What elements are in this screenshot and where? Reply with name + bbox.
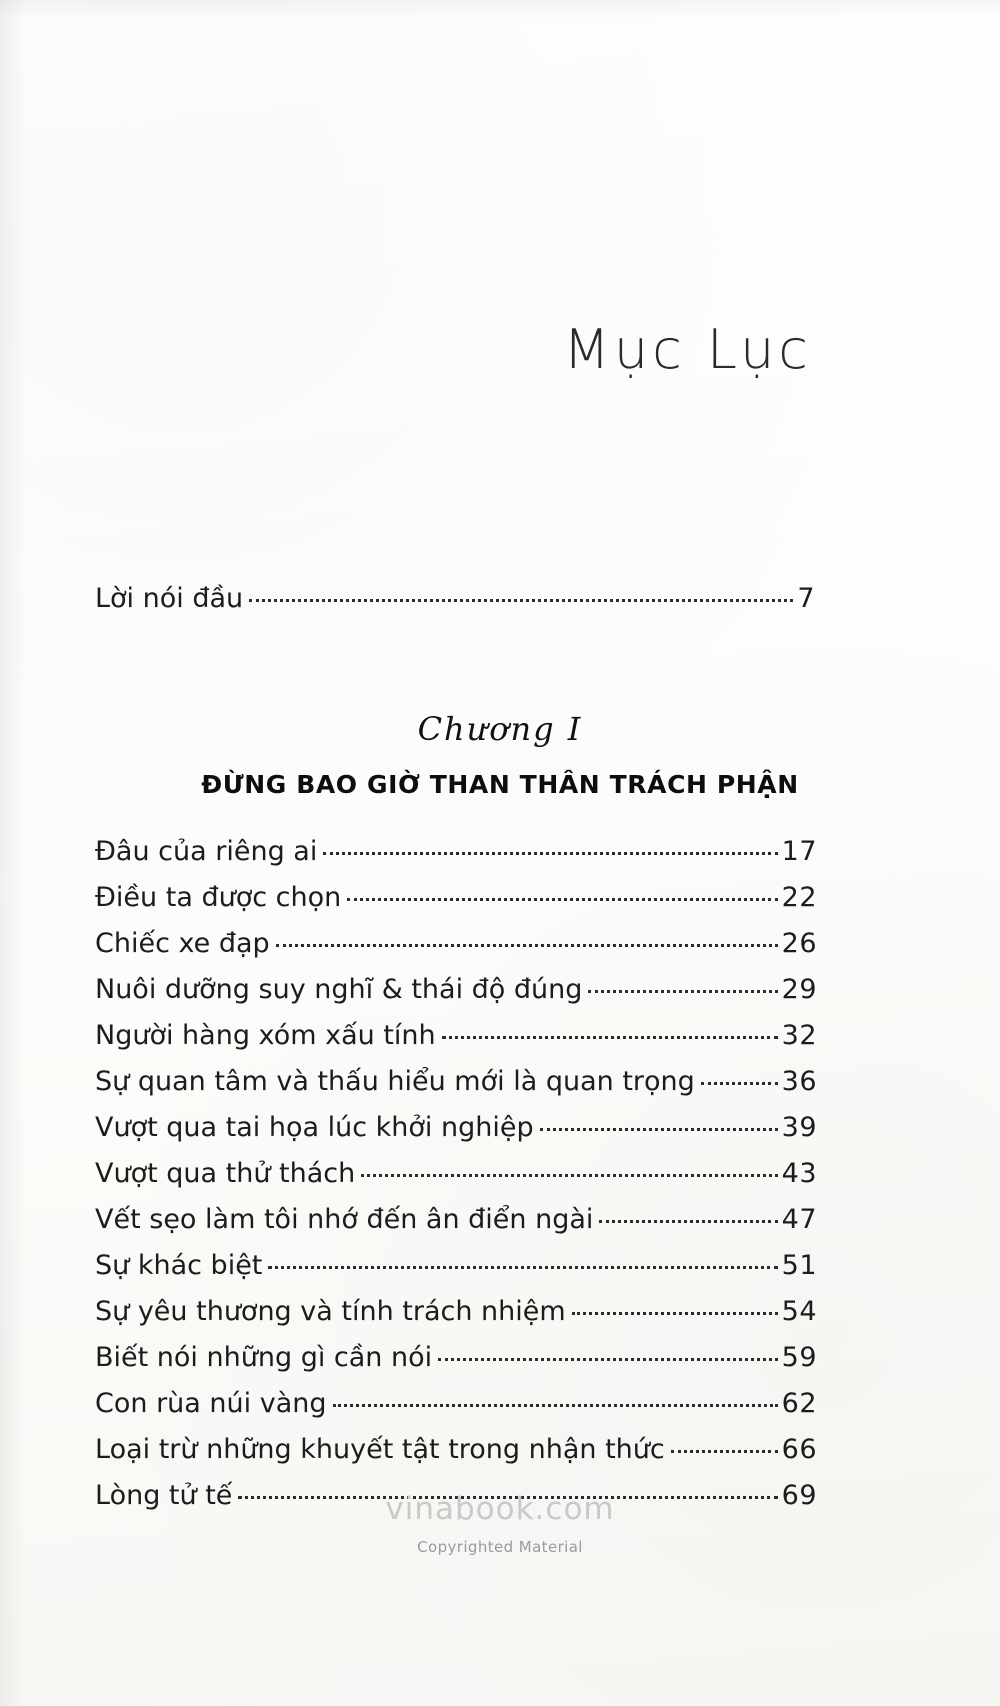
toc-entry-page: 54 [781,1296,817,1327]
toc-entry-page: 29 [781,974,817,1005]
toc-entry [95,1252,817,1298]
toc-entry-label: Điều ta được chọn [95,882,342,913]
chapter-title: ĐỪNG BAO GIỜ THAN THÂN TRÁCH PHẬN [201,770,799,799]
leader-dots [276,943,778,947]
toc-entry [95,884,817,930]
leader-dots [599,1219,777,1223]
toc-entry [95,1390,817,1436]
toc-entry-page: 43 [781,1158,817,1189]
toc-entry-page: 17 [781,836,817,867]
page-left-shading [0,0,26,1706]
toc-entry-label: Loại trừ những khuyết tật trong nhận thức [95,1434,665,1465]
leader-dots [323,851,777,855]
toc-entry [95,1436,817,1482]
toc-entry-label: Nuôi dưỡng suy nghĩ & thái độ đúng [95,974,583,1005]
toc-entry-label: Người hàng xóm xấu tính [95,1020,436,1051]
toc-entry-page: 51 [781,1250,817,1281]
leader-dots [333,1403,778,1407]
toc-entry [95,838,817,884]
leader-dots [540,1127,778,1131]
toc-entry [95,1160,817,1206]
toc-entry-page: 62 [781,1388,817,1419]
toc-entry-label: Con rùa núi vàng [95,1388,327,1419]
toc-entry [95,1344,817,1390]
toc-entry [95,1068,817,1114]
toc-entry-page: 69 [781,1480,817,1511]
toc-entry-label: Vượt qua thử thách [95,1158,356,1189]
toc-entry-label: Sự yêu thương và tính trách nhiệm [95,1296,566,1327]
toc-entry-page: 59 [781,1342,817,1373]
toc-entry-page: 7 [797,583,815,614]
toc-entry-label: Lòng tử tế [95,1480,233,1511]
watermark: vinabook.com [385,1491,615,1527]
toc-entry [95,1022,817,1068]
toc-entry [95,976,817,1022]
toc-entry [95,1114,817,1160]
leader-dots [442,1035,778,1039]
toc-entry [95,1206,817,1252]
toc-entry-label: Sự khác biệt [95,1250,263,1281]
toc-entry-page: 32 [781,1020,817,1051]
leader-dots [347,897,777,901]
toc-entry-list [95,838,817,1528]
toc-entry-page: 66 [781,1434,817,1465]
leader-dots [588,989,777,993]
leader-dots [438,1357,778,1361]
leader-dots [361,1173,777,1177]
leader-dots [701,1081,778,1085]
chapter-number: Chương I [417,710,583,748]
leader-dots [671,1449,778,1453]
toc-entry-label: Biết nói những gì cần nói [95,1342,433,1373]
toc-entry-page: 36 [781,1066,817,1097]
toc-entry-preface [95,583,815,614]
toc-entry-label: Lời nói đầu [95,583,244,614]
toc-entry-page: 47 [781,1204,817,1235]
toc-entry-page: 39 [781,1112,817,1143]
chapter-heading [0,710,1000,799]
toc-entry-label: Vượt qua tai họa lúc khởi nghiệp [95,1112,534,1143]
copyright-notice: Copyrighted Material [417,1538,583,1556]
toc-entry-label: Sự quan tâm và thấu hiểu mới là quan trọng [95,1066,695,1097]
toc-entry-label: Chiếc xe đạp [95,928,270,959]
page-title: Mục Lục [563,318,812,381]
toc-entry-label: Đâu của riêng ai [95,836,318,867]
toc-entry-page: 26 [781,928,817,959]
toc-entry [95,930,817,976]
leader-dots [572,1311,778,1315]
leader-dots [249,598,793,602]
toc-entry [95,1298,817,1344]
toc-entry-page: 22 [781,882,817,913]
page-top-shading [0,0,1000,20]
toc-entry-label: Vết sẹo làm tôi nhớ đến ân điển ngài [95,1204,594,1235]
leader-dots [268,1265,777,1269]
